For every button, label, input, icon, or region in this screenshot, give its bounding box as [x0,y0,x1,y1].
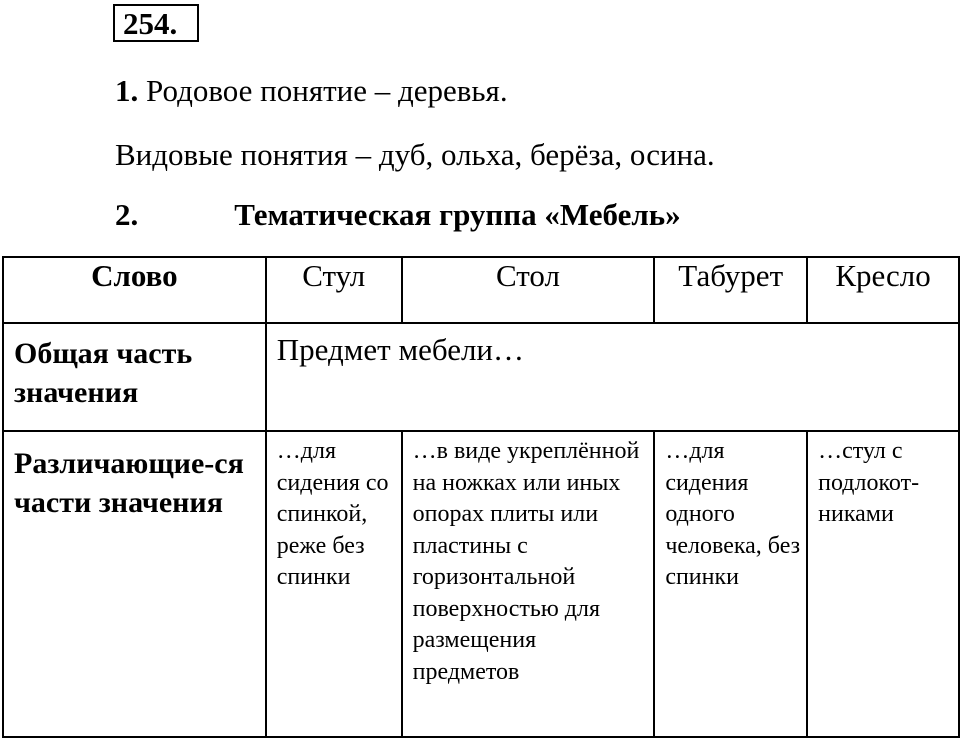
furniture-table [2,256,960,738]
exercise-number: 254. [113,4,199,42]
header-word: Слово [3,257,266,323]
distinct-meaning-label: Различающие-ся части значения [3,431,266,737]
header-armchair: Кресло [807,257,959,323]
generic-concept-text: Родовое понятие – деревья. [146,73,508,108]
common-meaning-row [3,323,959,431]
distinct-stool: …для сидения одного человека, без спинки [654,431,807,737]
specific-concepts-line: Видовые понятия – дуб, ольха, берёза, осина. [115,137,715,172]
thematic-group-title: Тематическая группа «Мебель» [234,197,681,232]
item-2-number: 2. [115,197,139,232]
item-1-number: 1. [115,73,139,108]
distinct-meaning-row [3,431,959,737]
thematic-group-heading [115,199,681,230]
distinct-armchair: …стул с подлокот-никами [807,431,959,737]
generic-concept-line [115,75,508,106]
common-meaning-value: Предмет мебели… [266,323,959,431]
distinct-table: …в виде укреплённой на ножках или иных опорах плиты или пластины с горизонтальной поверхностью для размещения предметов [402,431,655,737]
header-table: Стол [402,257,655,323]
header-chair: Стул [266,257,402,323]
table-header-row [3,257,959,323]
common-meaning-label: Общая часть значения [3,323,266,431]
header-stool: Табурет [654,257,807,323]
distinct-chair: …для сидения со спинкой, реже без спинки [266,431,402,737]
